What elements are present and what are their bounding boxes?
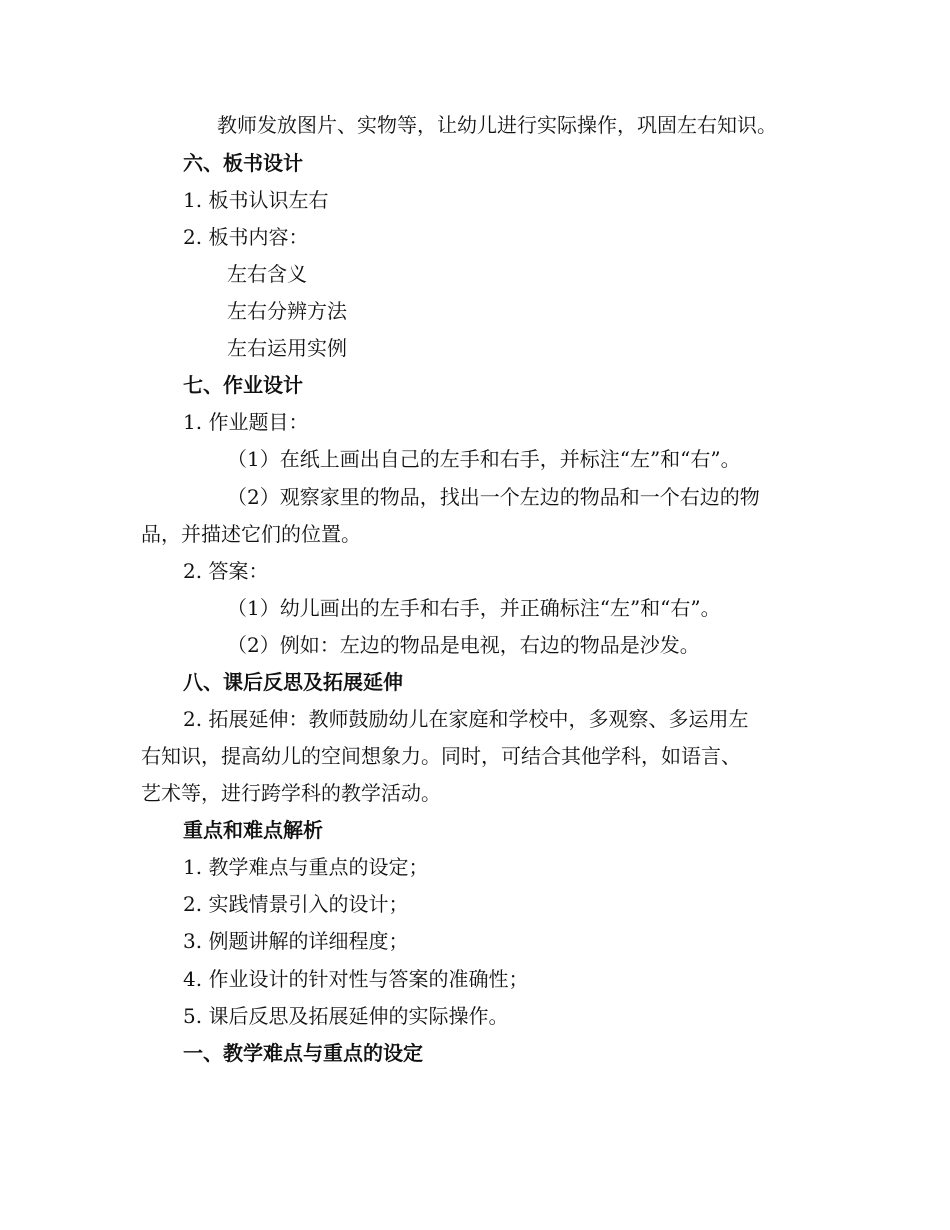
key-point-5: 5. 课后反思及拓展延伸的实际操作。 (183, 1004, 509, 1028)
extension-line-3: 艺术等，进行跨学科的教学活动。 (141, 781, 441, 805)
homework-task-1: （1）在纸上画出自己的左手和右手，并标注“左”和“右”。 (227, 447, 741, 471)
list-item-board-1: 1. 板书认识左右 (183, 188, 329, 212)
heading-board-design: 六、板书设计 (183, 151, 303, 175)
heading-key-points: 重点和难点解析 (183, 818, 323, 842)
extension-line-1: 2. 拓展延伸：教师鼓励幼儿在家庭和学校中，多观察、多运用左 (183, 707, 749, 731)
list-item-board-2: 2. 板书内容： (183, 225, 309, 249)
homework-task-2-line-2: 品，并描述它们的位置。 (141, 522, 361, 546)
extension-line-2: 右知识，提高幼儿的空间想象力。同时，可结合其他学科，如语言、 (141, 744, 741, 768)
key-point-1: 1. 教学难点与重点的设定； (183, 855, 429, 879)
list-item-homework-2: 2. 答案： (183, 559, 269, 583)
heading-difficulty-setting: 一、教学难点与重点的设定 (183, 1041, 423, 1065)
answer-1: （1）幼儿画出的左手和右手，并正确标注“左”和“右”。 (227, 596, 721, 620)
heading-homework-design: 七、作业设计 (183, 373, 303, 397)
board-content-example: 左右运用实例 (227, 336, 347, 360)
key-point-3: 3. 例题讲解的详细程度； (183, 929, 409, 953)
key-point-2: 2. 实践情景引入的设计； (183, 892, 409, 916)
board-content-method: 左右分辨方法 (227, 299, 347, 323)
homework-task-2-line-1: （2）观察家里的物品，找出一个左边的物品和一个右边的物 (227, 485, 760, 509)
list-item-homework-1: 1. 作业题目： (183, 410, 309, 434)
answer-2: （2）例如：左边的物品是电视，右边的物品是沙发。 (227, 633, 700, 657)
board-content-meaning: 左右含义 (227, 262, 307, 286)
paragraph-operation: 教师发放图片、实物等，让幼儿进行实际操作，巩固左右知识。 (217, 113, 777, 137)
heading-reflection: 八、课后反思及拓展延伸 (183, 670, 403, 694)
key-point-4: 4. 作业设计的针对性与答案的准确性； (183, 967, 529, 991)
